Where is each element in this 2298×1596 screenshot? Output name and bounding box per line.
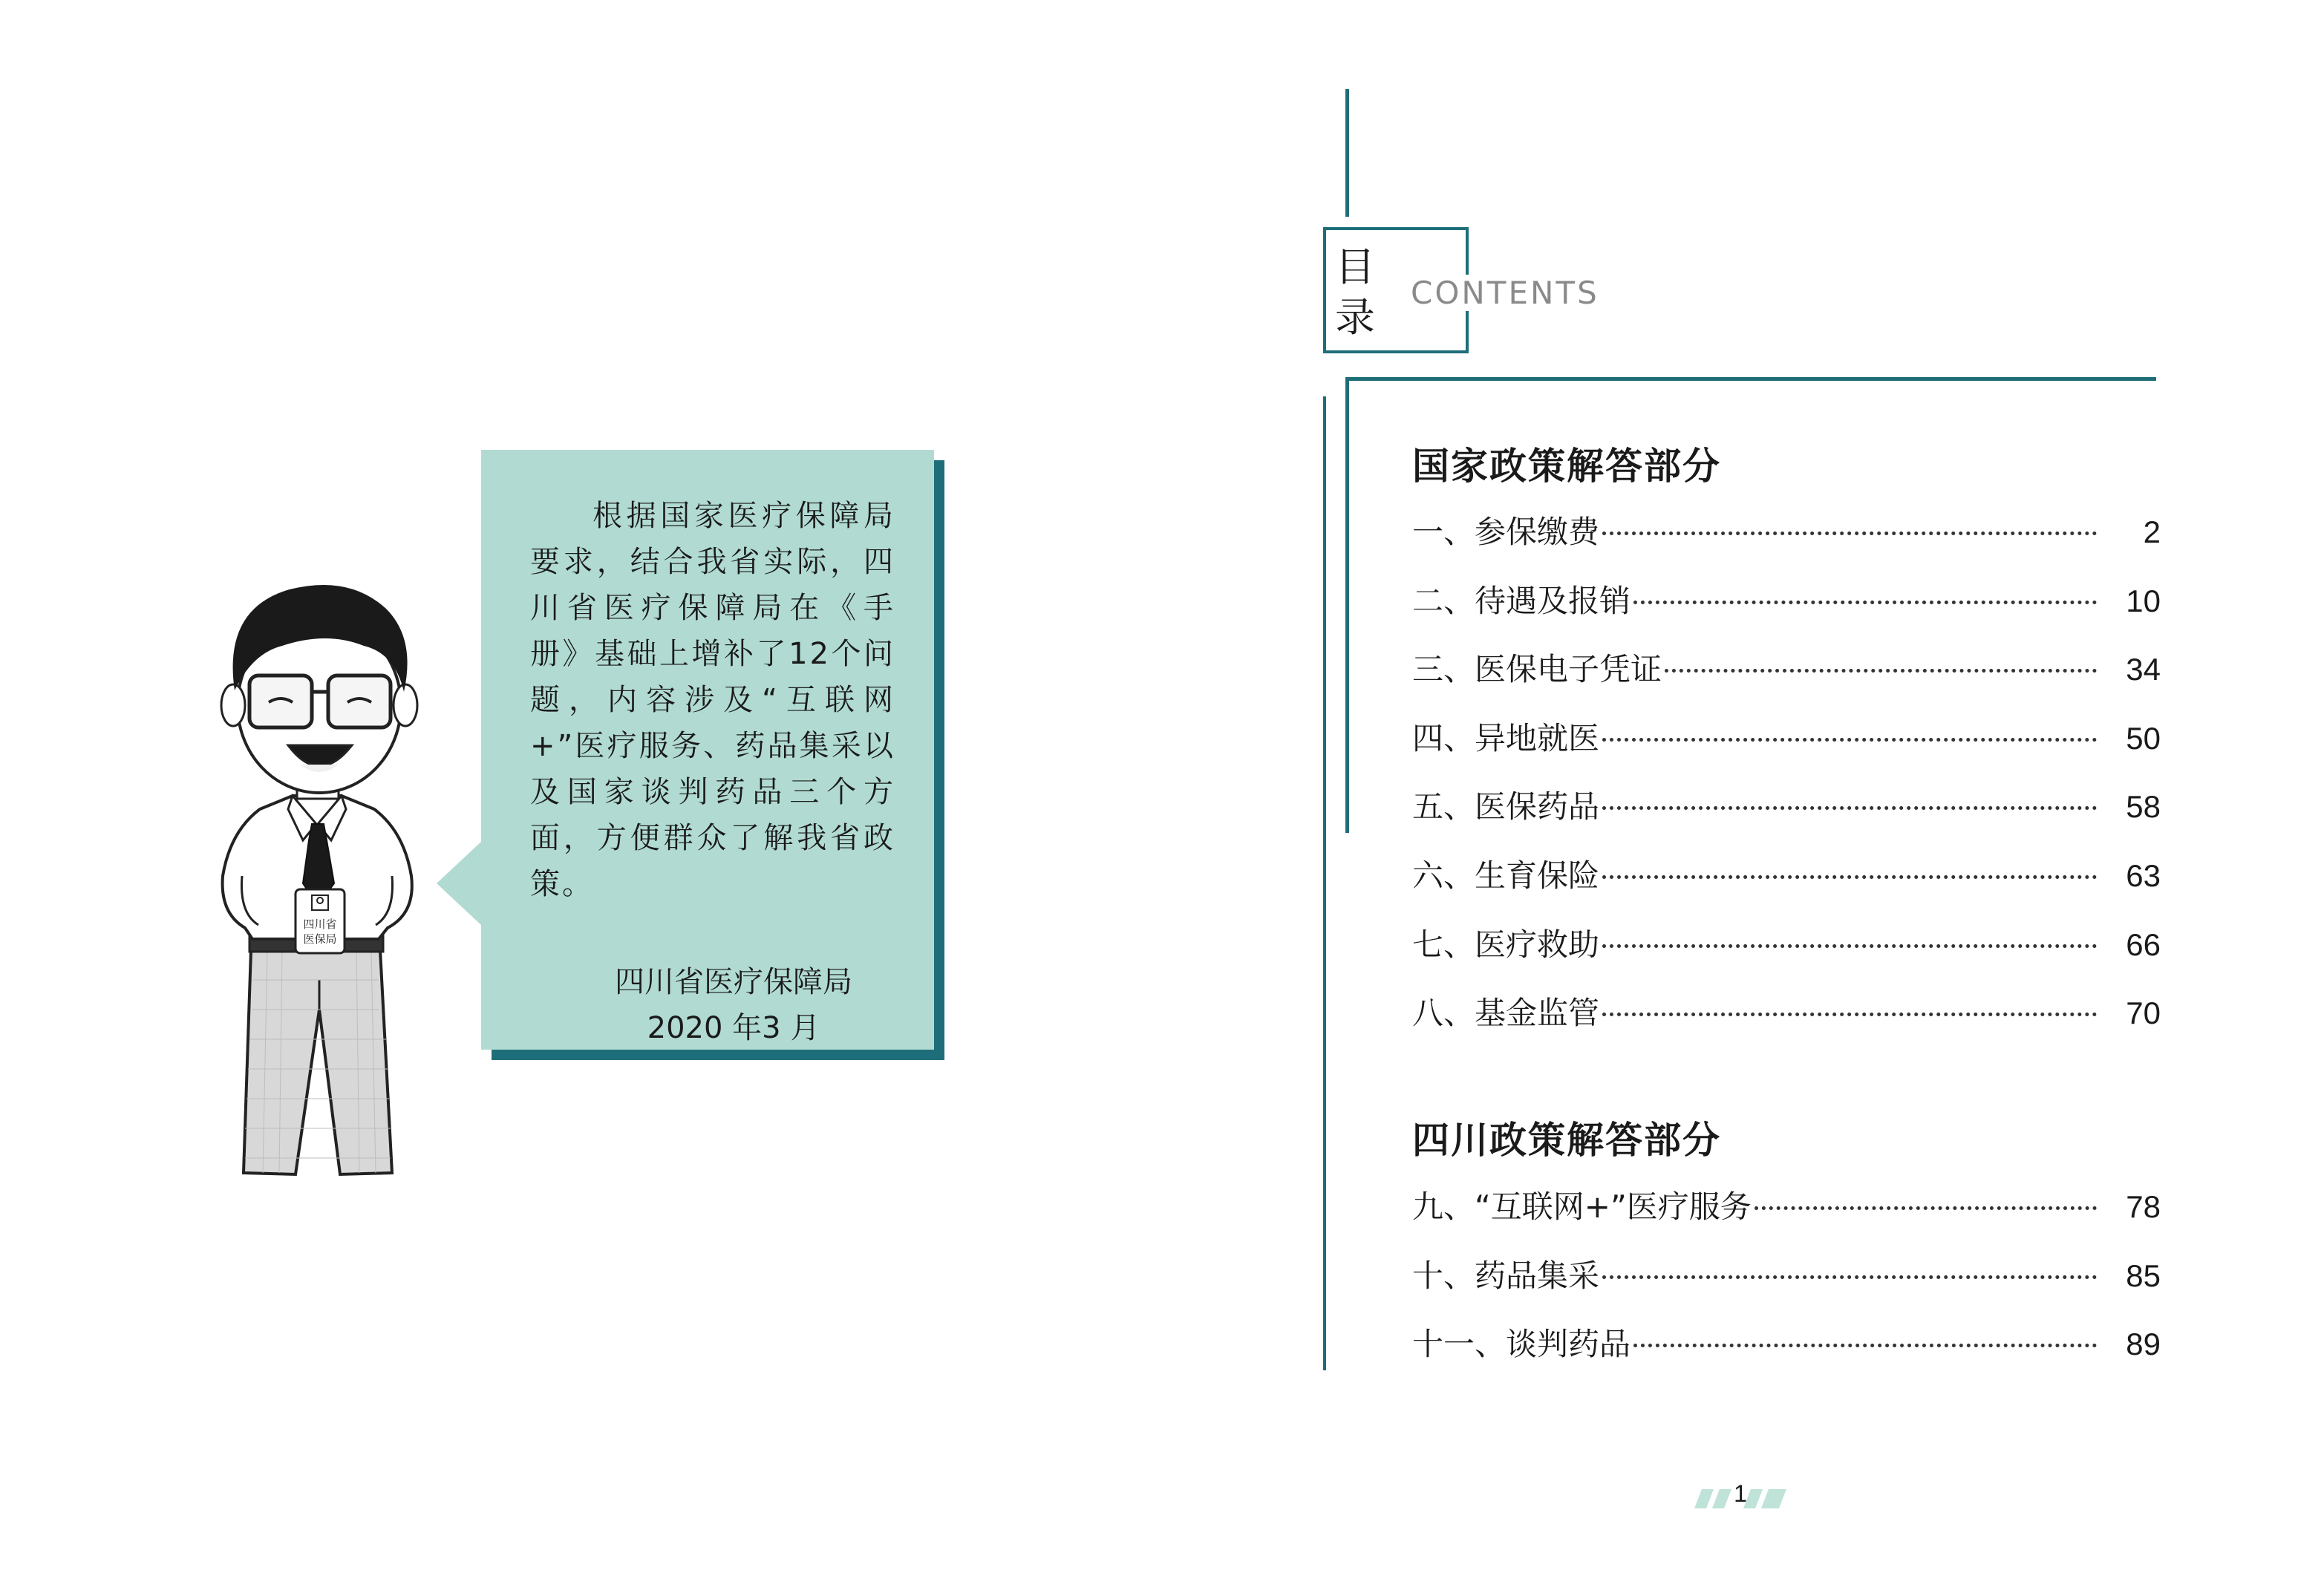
toc-item-page: 34 (2126, 652, 2161, 687)
toc-item[interactable] (1412, 577, 2161, 646)
section-heading-national: 国家政策解答部分 (1412, 444, 1721, 488)
deco-line-top-vertical (1345, 89, 1349, 217)
toc-item[interactable] (1412, 645, 2161, 714)
toc-item[interactable] (1412, 1183, 2161, 1252)
page-number: 1 (1734, 1480, 1747, 1507)
toc-leader-dots (1602, 806, 2097, 810)
toc-item-label: 二、待遇及报销 (1412, 582, 1631, 619)
badge-text-line1: 四川省 (303, 918, 337, 931)
signature-date: 2020 年3 月 (647, 1011, 820, 1045)
toc-item-page: 78 (2126, 1189, 2161, 1224)
toc-item-page: 85 (2126, 1257, 2161, 1293)
section-heading-sichuan: 四川政策解答部分 (1412, 1118, 1721, 1162)
toc-leader-dots (1602, 944, 2097, 948)
toc-item-label: 九、“互联网+”医疗服务 (1412, 1188, 1752, 1225)
toc-item[interactable] (1412, 1252, 2161, 1321)
toc-item-page: 58 (2126, 789, 2161, 825)
deco-line-right-vertical (1345, 379, 1349, 833)
badge-text-line2: 医保局 (303, 932, 337, 946)
toc-item-label: 一、参保缴费 (1412, 514, 1600, 550)
toc-item[interactable] (1412, 851, 2161, 920)
toc-title-en: CONTENTS (1408, 275, 1602, 311)
toc-title-cn (1335, 242, 1375, 343)
toc-leader-dots (1665, 669, 2097, 673)
toc-item-page: 10 (2126, 583, 2161, 618)
toc-item-page: 70 (2126, 995, 2161, 1031)
head (221, 585, 417, 793)
toc-item-label: 六、生育保险 (1412, 857, 1600, 894)
toc-item-label: 十一、谈判药品 (1412, 1326, 1631, 1363)
toc-item-label: 四、异地就医 (1412, 719, 1600, 756)
toc-leader-dots (1602, 1013, 2097, 1016)
toc-item-label: 十、药品集采 (1412, 1257, 1600, 1294)
id-badge (296, 889, 345, 953)
toc-item[interactable] (1412, 714, 2161, 783)
toc-leader-dots (1602, 1275, 2097, 1279)
intro-text: 根据国家医疗保障局要求，结合我省实际，四川省医疗保障局在《手册》基础上增补了12个问题，内容涉及“互联网+”医疗服务、药品集采以及国家谈判药品三个方面，方便群众了解我省政策。 (530, 499, 895, 901)
deco-line-horizontal (1345, 377, 2156, 381)
toc-item-label: 八、基金监管 (1412, 995, 1600, 1032)
toc-title-char-2: 录 (1335, 294, 1375, 341)
toc-item-page: 50 (2126, 720, 2161, 756)
deco-line-left-vertical (1323, 396, 1326, 1370)
signature-block (530, 959, 895, 1051)
toc-item-page: 63 (2126, 857, 2161, 893)
toc-item-label: 五、医保药品 (1412, 788, 1600, 825)
toc-item-page: 66 (2126, 926, 2161, 962)
toc-item[interactable] (1412, 989, 2161, 1058)
intro-speech-bubble (481, 450, 934, 1050)
toc-list-national (1412, 508, 2161, 1058)
toc-item[interactable] (1412, 508, 2161, 577)
toc-item-label: 三、医保电子凭证 (1412, 651, 1662, 688)
toc-title-char-1: 目 (1335, 243, 1375, 290)
toc-item-page: 89 (2126, 1327, 2161, 1362)
toc-item[interactable] (1412, 920, 2161, 990)
toc-item-label: 七、医疗救助 (1412, 926, 1600, 963)
toc-leader-dots (1754, 1206, 2097, 1210)
toc-item[interactable] (1412, 1320, 2161, 1389)
toc-item[interactable] (1412, 782, 2161, 851)
toc-leader-dots (1633, 601, 2097, 604)
toc-leader-dots (1602, 532, 2097, 535)
signature-org: 四川省医疗保障局 (615, 965, 852, 999)
toc-list-sichuan (1412, 1183, 2161, 1389)
trousers (244, 950, 392, 1174)
toc-leader-dots (1633, 1344, 2097, 1347)
bubble-tail (437, 840, 483, 926)
toc-item-page: 2 (2143, 514, 2161, 549)
toc-leader-dots (1602, 875, 2097, 879)
toc-leader-dots (1602, 738, 2097, 742)
cartoon-official-illustration (200, 564, 445, 1180)
